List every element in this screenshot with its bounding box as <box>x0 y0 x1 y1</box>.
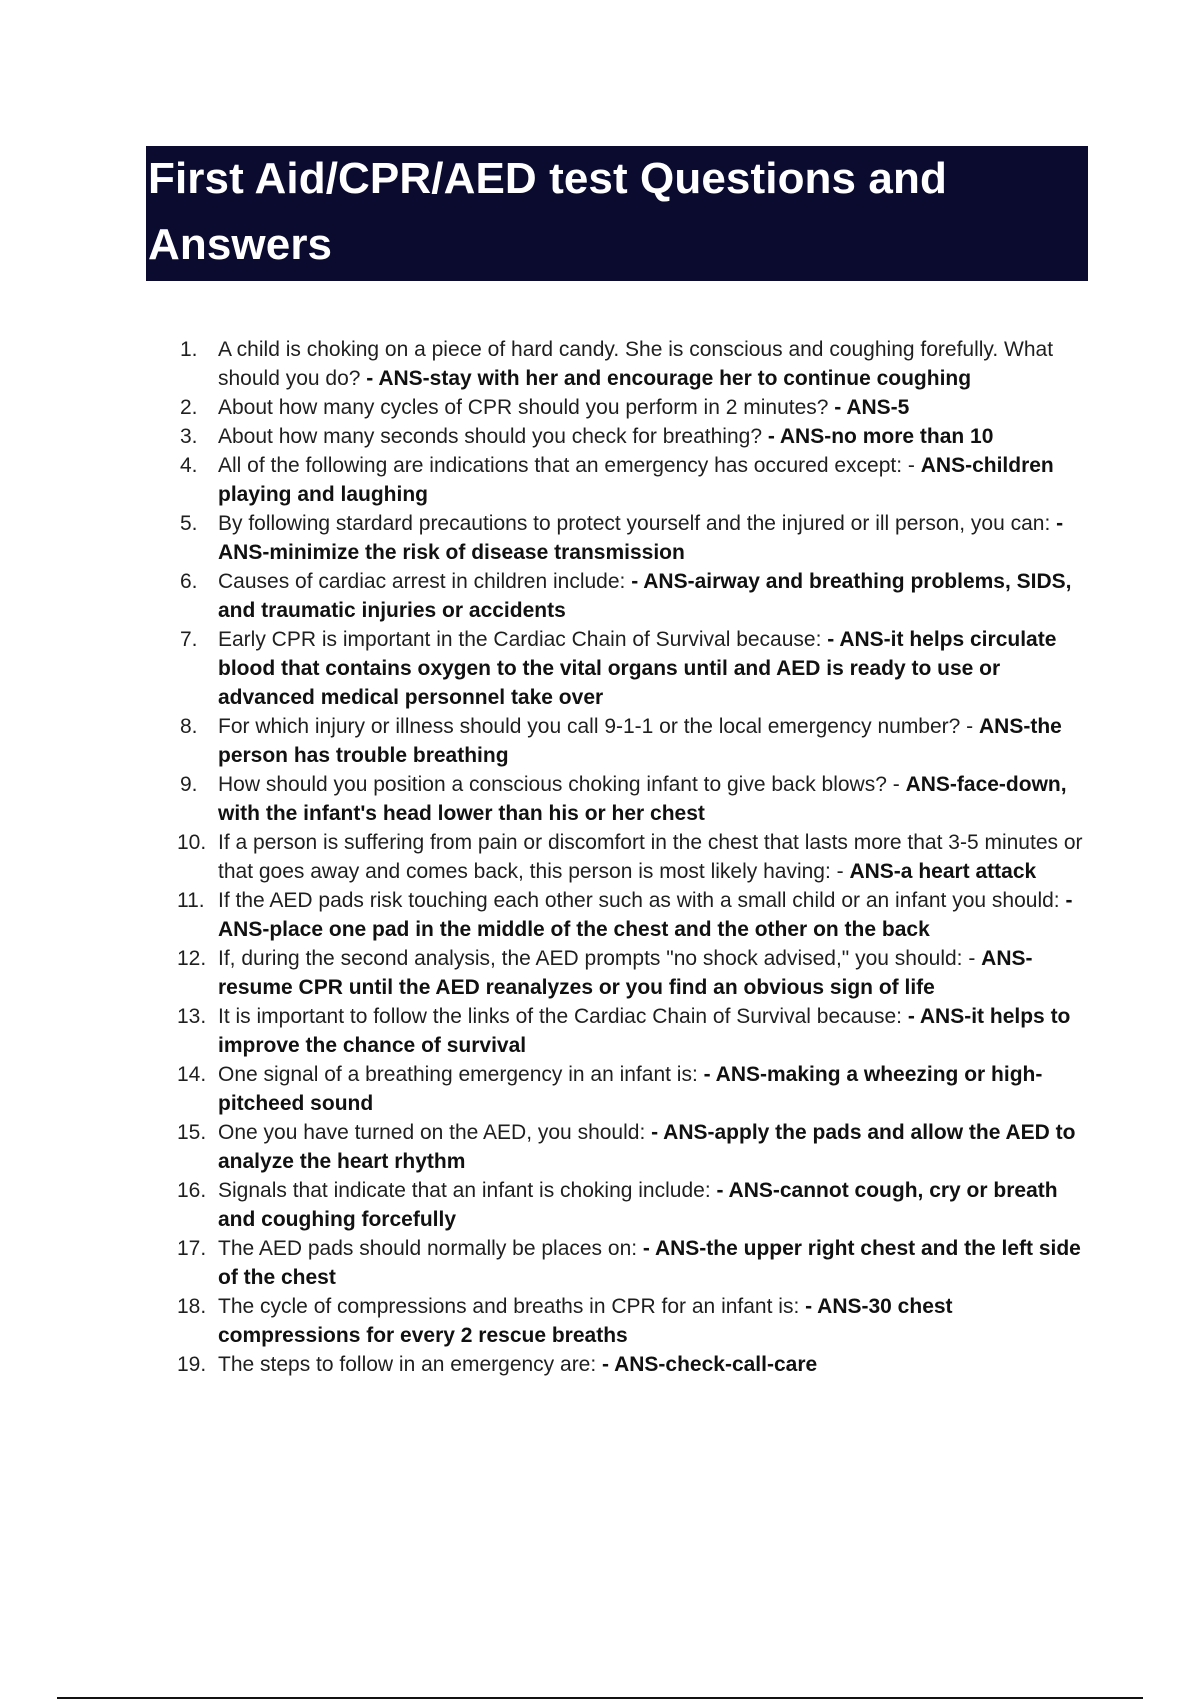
item-number: 7. <box>180 628 198 651</box>
answer-text: - ANS-making a wheezing or high-pitcheed sound <box>218 1063 1043 1115</box>
answer-text: - ANS-it helps circulate blood that contains oxygen to the vital organs until and AED is ready to use or advanced medical personnel take over <box>218 628 1057 709</box>
qa-item-2 <box>180 393 1085 422</box>
answer-text: ANS-a heart attack <box>849 860 1037 883</box>
answer-text: - ANS-it helps to improve the chance of survival <box>218 1005 1071 1057</box>
answer-text: - ANS-cannot cough, cry or breath and coughing forcefully <box>218 1179 1058 1231</box>
question-text: The cycle of compressions and breaths in CPR for an infant is: <box>218 1295 806 1318</box>
item-number: 18. <box>177 1295 207 1318</box>
item-number: 5. <box>180 512 198 535</box>
qa-item-11 <box>177 886 1085 944</box>
qa-item-4 <box>180 451 1085 509</box>
item-number: 16. <box>177 1179 207 1202</box>
qa-item-17 <box>177 1234 1085 1292</box>
item-number: 9. <box>180 773 198 796</box>
answer-text: ANS-resume CPR until the AED reanalyzes or you find an obvious sign of life <box>218 947 1033 999</box>
question-text: All of the following are indications that an emergency has occured except: - <box>218 454 921 477</box>
item-number: 1. <box>180 338 198 361</box>
qa-item-7 <box>180 625 1085 712</box>
question-text: The steps to follow in an emergency are: <box>218 1353 603 1376</box>
question-text: Early CPR is important in the Cardiac Chain of Survival because: <box>218 628 828 651</box>
question-text: One signal of a breathing emergency in an infant is: <box>218 1063 704 1086</box>
item-number: 17. <box>177 1237 207 1260</box>
qa-item-9 <box>180 770 1085 828</box>
question-text: Causes of cardiac arrest in children include: <box>218 570 632 593</box>
item-number: 4. <box>180 454 198 477</box>
question-text: If a person is suffering from pain or discomfort in the chest that lasts more that 3-5 minutes or that goes away and comes back, this person is most likely having: - <box>218 831 1083 883</box>
item-number: 10. <box>177 831 207 854</box>
item-number: 12. <box>177 947 207 970</box>
item-number: 3. <box>180 425 198 448</box>
item-number: 15. <box>177 1121 207 1144</box>
qa-item-16 <box>177 1176 1085 1234</box>
qa-item-10 <box>177 828 1085 886</box>
qa-item-3 <box>180 422 1085 451</box>
question-text: How should you position a conscious choking infant to give back blows? - <box>218 773 906 796</box>
qa-item-13 <box>177 1002 1085 1060</box>
item-number: 6. <box>180 570 198 593</box>
question-text: One you have turned on the AED, you should: <box>218 1121 652 1144</box>
item-number: 8. <box>180 715 198 738</box>
qa-item-14 <box>177 1060 1085 1118</box>
answer-text: - ANS-the upper right chest and the left side of the chest <box>218 1237 1081 1289</box>
title-banner <box>146 146 1088 281</box>
question-text: About how many seconds should you check for breathing? <box>218 425 768 448</box>
answer-text: ANS-face-down, with the infant's head lower than his or her chest <box>218 773 1067 825</box>
qa-item-5 <box>180 509 1085 567</box>
qa-item-1 <box>180 335 1085 393</box>
answer-text: - ANS-check-call-care <box>602 1353 818 1376</box>
qa-list <box>177 335 1085 1379</box>
question-text: About how many cycles of CPR should you perform in 2 minutes? <box>218 396 835 419</box>
answer-text: - ANS-apply the pads and allow the AED to analyze the heart rhythm <box>218 1121 1076 1173</box>
answer-text: ANS-the person has trouble breathing <box>218 715 1062 767</box>
answer-text: - ANS-airway and breathing problems, SIDS, and traumatic injuries or accidents <box>218 570 1072 622</box>
item-number: 19. <box>177 1353 207 1376</box>
qa-item-8 <box>180 712 1085 770</box>
qa-item-12 <box>177 944 1085 1002</box>
item-number: 2. <box>180 396 198 419</box>
question-text: If the AED pads risk touching each other such as with a small child or an infant you should: <box>218 889 1066 912</box>
answer-text: ANS-children playing and laughing <box>218 454 1054 506</box>
item-number: 13. <box>177 1005 207 1028</box>
answer-text: - ANS-place one pad in the middle of the chest and the other on the back <box>218 889 1073 941</box>
qa-item-6 <box>180 567 1085 625</box>
answer-text: - ANS-no more than 10 <box>767 425 994 448</box>
footer-divider <box>57 1697 1143 1699</box>
document-title: First Aid/CPR/AED test Questions and Answers <box>148 154 947 269</box>
question-text: The AED pads should normally be places on: <box>218 1237 643 1260</box>
question-text: It is important to follow the links of the Cardiac Chain of Survival because: <box>218 1005 908 1028</box>
qa-item-19 <box>177 1350 1085 1379</box>
question-text: By following stardard precautions to protect yourself and the injured or ill person, you can: <box>218 512 1057 535</box>
item-number: 14. <box>177 1063 207 1086</box>
question-text: For which injury or illness should you call 9-1-1 or the local emergency number? - <box>218 715 980 738</box>
qa-item-18 <box>177 1292 1085 1350</box>
answer-text: - ANS-stay with her and encourage her to continue coughing <box>366 367 972 390</box>
answer-text: - ANS-30 chest compressions for every 2 rescue breaths <box>218 1295 953 1347</box>
item-number: 11. <box>177 889 205 912</box>
question-text: A child is choking on a piece of hard candy. She is conscious and coughing forefully. What should you do? <box>218 338 1054 390</box>
qa-item-15 <box>177 1118 1085 1176</box>
answer-text: - ANS-minimize the risk of disease transmission <box>218 512 1064 564</box>
answer-text: - ANS-5 <box>834 396 910 419</box>
question-text: If, during the second analysis, the AED prompts "no shock advised," you should: - <box>218 947 982 970</box>
question-text: Signals that indicate that an infant is choking include: <box>218 1179 717 1202</box>
